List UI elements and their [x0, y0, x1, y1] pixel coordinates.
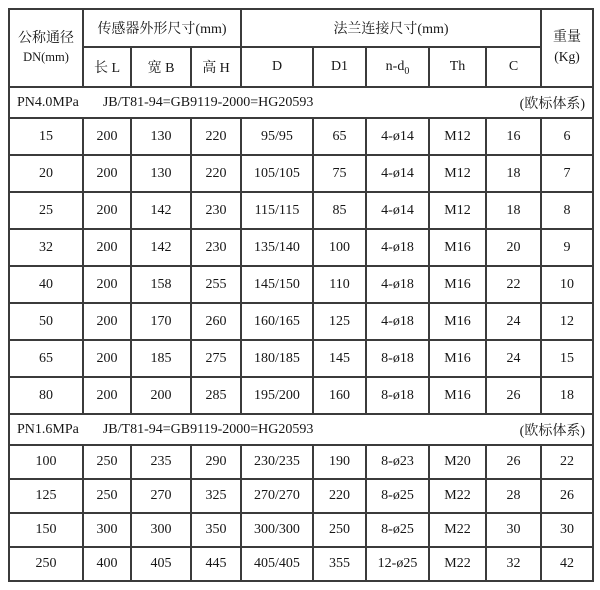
subheader-cell: D	[241, 47, 313, 87]
pn-section-cell	[9, 414, 593, 445]
table-row	[9, 445, 593, 479]
table-cell: 8-ø25	[366, 513, 429, 547]
table-cell: 158	[131, 266, 191, 303]
table-header	[9, 9, 593, 87]
table-cell: 8-ø23	[366, 445, 429, 479]
table-cell: 400	[83, 547, 131, 581]
table-cell: M22	[429, 547, 486, 581]
table-cell: 230	[191, 192, 241, 229]
table-cell: 200	[83, 266, 131, 303]
table-cell: 285	[191, 377, 241, 414]
table-cell: 290	[191, 445, 241, 479]
table-cell: 75	[313, 155, 366, 192]
table-cell: 255	[191, 266, 241, 303]
table-cell: 8-ø18	[366, 377, 429, 414]
table-cell: 28	[486, 479, 541, 513]
standard-label: JB/T81-94=GB9119-2000=HG20593	[102, 94, 314, 110]
table-cell: 142	[131, 229, 191, 266]
table-cell: 230	[191, 229, 241, 266]
table-cell: 50	[9, 303, 83, 340]
table-cell: 185	[131, 340, 191, 377]
table-row	[9, 340, 593, 377]
table-cell: 125	[313, 303, 366, 340]
table-row	[9, 303, 593, 340]
table-cell: 105/105	[241, 155, 313, 192]
table-cell: 6	[541, 118, 593, 155]
table-cell: 220	[191, 118, 241, 155]
table-cell: 30	[541, 513, 593, 547]
table-row	[9, 377, 593, 414]
table-cell: 18	[486, 192, 541, 229]
header-dn-unit: DN(mm)	[23, 50, 69, 64]
pn-section-content	[10, 93, 592, 113]
table-cell: 200	[131, 377, 191, 414]
table-cell: 150	[9, 513, 83, 547]
pn-section-cell	[9, 87, 593, 118]
table-row	[9, 229, 593, 266]
table-cell: 20	[486, 229, 541, 266]
table-cell: 4-ø18	[366, 303, 429, 340]
region-note: (欧标体系)	[519, 423, 585, 439]
table-cell: 25	[9, 192, 83, 229]
table-cell: 24	[486, 340, 541, 377]
standard-label: JB/T81-94=GB9119-2000=HG20593	[102, 421, 314, 437]
table-cell: M16	[429, 266, 486, 303]
table-cell: 220	[313, 479, 366, 513]
table-cell: 100	[9, 445, 83, 479]
table-cell: 220	[191, 155, 241, 192]
table-row	[9, 155, 593, 192]
table-cell: 260	[191, 303, 241, 340]
table-cell: 142	[131, 192, 191, 229]
table-cell: 445	[191, 547, 241, 581]
pn-section-row	[9, 414, 593, 445]
table-cell: 10	[541, 266, 593, 303]
table-body	[9, 87, 593, 581]
table-cell: 12-ø25	[366, 547, 429, 581]
pressure-rating-label: PN4.0MPa	[17, 94, 79, 110]
table-cell: 130	[131, 155, 191, 192]
table-cell: 8-ø25	[366, 479, 429, 513]
table-cell: 200	[83, 340, 131, 377]
table-cell: 18	[541, 377, 593, 414]
table-cell: 32	[9, 229, 83, 266]
header-dn	[9, 9, 83, 87]
header-weight	[541, 9, 593, 87]
table-cell: 130	[131, 118, 191, 155]
header-flange-group: 法兰连接尺寸(mm)	[241, 9, 541, 47]
table-cell: 20	[9, 155, 83, 192]
subheader-cell: C	[486, 47, 541, 87]
table-cell: 270/270	[241, 479, 313, 513]
table-cell: 115/115	[241, 192, 313, 229]
pn-section-content	[10, 420, 592, 440]
table-cell: 18	[486, 155, 541, 192]
table-cell: 200	[83, 303, 131, 340]
table-cell: 40	[9, 266, 83, 303]
table-cell: 26	[486, 377, 541, 414]
table-row	[9, 479, 593, 513]
table-cell: 30	[486, 513, 541, 547]
header-sensor-group: 传感器外形尺寸(mm)	[83, 9, 241, 47]
table-cell: 135/140	[241, 229, 313, 266]
table-cell: 200	[83, 377, 131, 414]
table-row	[9, 192, 593, 229]
table-cell: 200	[83, 155, 131, 192]
subheader-cell: Th	[429, 47, 486, 87]
table-cell: 26	[486, 445, 541, 479]
header-weight-unit: (Kg)	[554, 49, 580, 65]
table-cell: 405	[131, 547, 191, 581]
table-cell: 300/300	[241, 513, 313, 547]
table-cell: 100	[313, 229, 366, 266]
table-cell: 15	[9, 118, 83, 155]
table-cell: 22	[541, 445, 593, 479]
table-cell: M22	[429, 513, 486, 547]
table-cell: 170	[131, 303, 191, 340]
table-cell: 4-ø14	[366, 192, 429, 229]
subheader-row	[9, 47, 593, 87]
table-cell: 8	[541, 192, 593, 229]
table-row	[9, 118, 593, 155]
table-cell: 230/235	[241, 445, 313, 479]
table-cell: 235	[131, 445, 191, 479]
table-cell: 145/150	[241, 266, 313, 303]
table-cell: M16	[429, 340, 486, 377]
table-cell: 8-ø18	[366, 340, 429, 377]
table-row	[9, 266, 593, 303]
table-cell: 200	[83, 192, 131, 229]
table-cell: 250	[83, 479, 131, 513]
pressure-rating-label: PN1.6MPa	[17, 421, 79, 437]
table-cell: 160/165	[241, 303, 313, 340]
subheader-cell: 长 L	[83, 47, 131, 87]
table-cell: 4-ø18	[366, 229, 429, 266]
table-cell: 42	[541, 547, 593, 581]
table-cell: 160	[313, 377, 366, 414]
table-cell: 7	[541, 155, 593, 192]
table-cell: 355	[313, 547, 366, 581]
table-cell: 32	[486, 547, 541, 581]
table-cell: 145	[313, 340, 366, 377]
table-cell: M20	[429, 445, 486, 479]
table-cell: 200	[83, 118, 131, 155]
table-row	[9, 513, 593, 547]
subheader-cell: 宽 B	[131, 47, 191, 87]
table-cell: 9	[541, 229, 593, 266]
subscript: 0	[404, 65, 410, 77]
table-cell: 12	[541, 303, 593, 340]
table-cell: 275	[191, 340, 241, 377]
table-cell: 95/95	[241, 118, 313, 155]
table-cell: 80	[9, 377, 83, 414]
table-cell: 4-ø14	[366, 155, 429, 192]
table-cell: M16	[429, 303, 486, 340]
table-cell: 300	[131, 513, 191, 547]
table-cell: 65	[313, 118, 366, 155]
pn-section-row	[9, 87, 593, 118]
table-cell: 125	[9, 479, 83, 513]
table-cell: 250	[9, 547, 83, 581]
table-cell: 24	[486, 303, 541, 340]
table-cell: 4-ø14	[366, 118, 429, 155]
table-cell: 325	[191, 479, 241, 513]
table-cell: 26	[541, 479, 593, 513]
header-weight-title: 重量	[553, 30, 581, 46]
table-cell: M22	[429, 479, 486, 513]
table-cell: 350	[191, 513, 241, 547]
table-cell: 85	[313, 192, 366, 229]
table-cell: 250	[313, 513, 366, 547]
table-cell: 405/405	[241, 547, 313, 581]
table-cell: 65	[9, 340, 83, 377]
table-cell: M12	[429, 155, 486, 192]
spec-table	[8, 8, 594, 582]
table-cell: M16	[429, 229, 486, 266]
subheader-cell: $n-d_0$	[366, 47, 429, 87]
table-cell: 110	[313, 266, 366, 303]
subheader-cell: D1	[313, 47, 366, 87]
subheader-cell: 高 H	[191, 47, 241, 87]
table-cell: 180/185	[241, 340, 313, 377]
table-cell: 195/200	[241, 377, 313, 414]
table-cell: 200	[83, 229, 131, 266]
header-dn-title: 公称通径	[18, 31, 74, 47]
region-note: (欧标体系)	[519, 96, 585, 112]
table-cell: 250	[83, 445, 131, 479]
table-cell: 4-ø18	[366, 266, 429, 303]
table-row	[9, 547, 593, 581]
table-cell: 16	[486, 118, 541, 155]
table-cell: 22	[486, 266, 541, 303]
table-cell: M12	[429, 192, 486, 229]
table-cell: 190	[313, 445, 366, 479]
table-cell: 15	[541, 340, 593, 377]
table-cell: 300	[83, 513, 131, 547]
table-cell: M12	[429, 118, 486, 155]
table-cell: 270	[131, 479, 191, 513]
table-cell: M16	[429, 377, 486, 414]
